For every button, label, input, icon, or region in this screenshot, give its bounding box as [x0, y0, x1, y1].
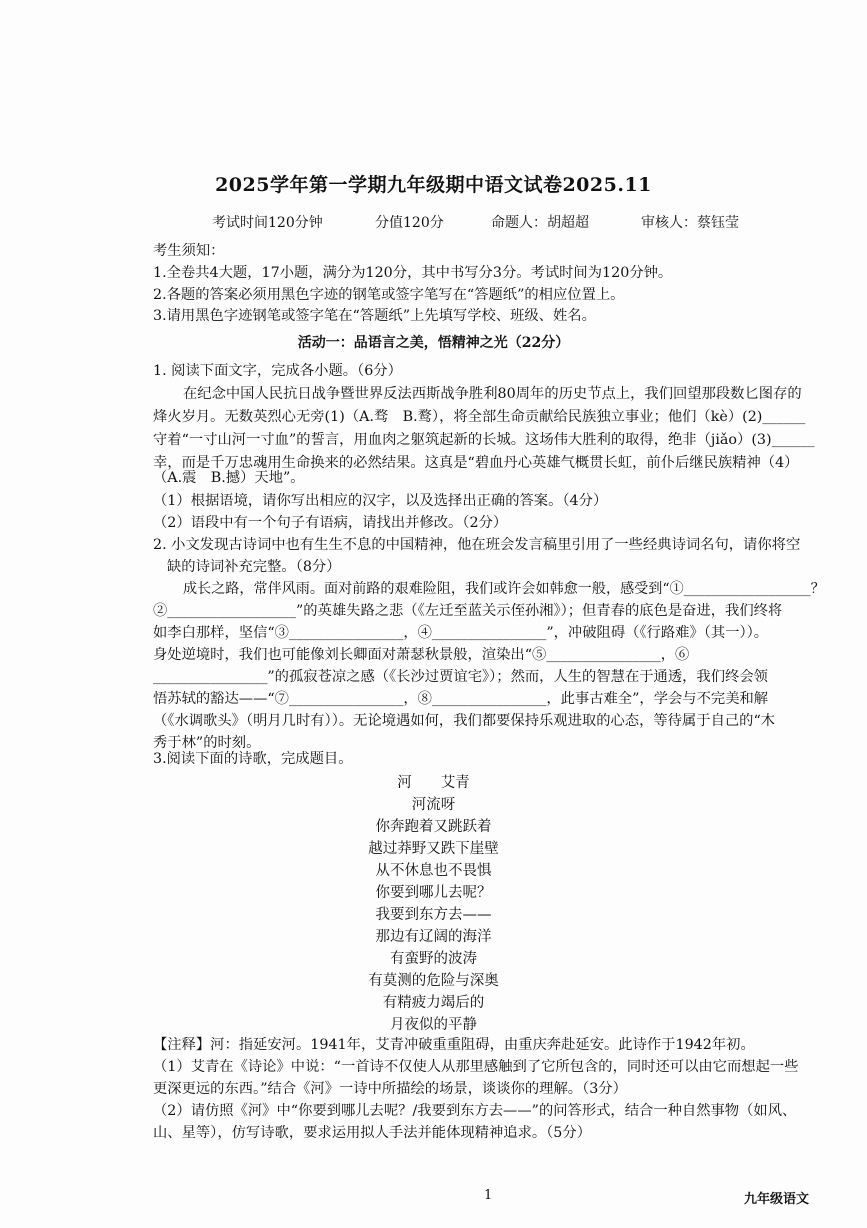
q2-stem: 2. 小文发现古诗词中也有生生不息的中国精神，他在班会发言稿里引用了一些经典诗词名句，请你将空 — [153, 537, 801, 553]
activity1-heading: 活动一：品语言之美，悟精神之光（22分） — [297, 335, 570, 351]
poem-line: 那边有辽阔的海洋 — [375, 929, 492, 945]
poem-line: 月夜似的平静 — [390, 1017, 477, 1033]
poem-line: 有蛮野的波涛 — [390, 951, 477, 967]
q1-passage-line: （A.震 B.撼）天地”。 — [153, 470, 305, 486]
q3-sub: （1）艾青在《诗论》中说：“一首诗不仅使人从那里感触到了它所包含的，同时还可以由它而想起一些 — [153, 1059, 799, 1075]
q2-passage-line: 如李白那样，坚信“③________________，④________________”，冲破阻碍（《行路难》（其一））。 — [153, 625, 769, 641]
poem-line: 你要到哪儿去呢？ — [375, 885, 492, 901]
footer-label: 九年级语文 — [744, 1192, 810, 1207]
q3-stem: 3.阅读下面的诗歌，完成题目。 — [153, 751, 353, 767]
q2-passage-line: 身处逆境时，我们也可能像刘长卿面对萧瑟秋景般，渲染出“⑤________________，⑥ — [153, 647, 690, 663]
q1-sub: （2）语段中有一个句子有语病，请找出并修改。（2分） — [153, 515, 508, 531]
q2-passage-line: ②__________________”的英雄失路之悲（《左迁至蓝关示侄孙湘》）；但青春的底色是奋进，我们终将 — [153, 603, 783, 619]
q1-passage-line: 幸，而是千万忠魂用生命换来的必然结果。这真是“碧血丹心英雄气概贯长虹，前仆后继民族精神（4） — [153, 455, 799, 471]
exam-score: 分值120分 — [375, 215, 444, 231]
q2-passage-line: 秀于林”的时刻。 — [153, 735, 261, 751]
poem-line: 你奔跑着又跳跃着 — [375, 819, 492, 835]
q1-passage-line: 守着“一寸山河一寸血”的誓言，用血肉之躯筑起新的长城。这场伟大胜利的取得，绝非（jiǎo）(3)______ — [153, 432, 815, 448]
poem-note: 【注释】河：指延安河。1941年，艾青冲破重重阻碍，由重庆奔赴延安。此诗作于1942年初。 — [153, 1037, 755, 1053]
q1-stem: 1. 阅读下面文字，完成各小题。（6分） — [153, 363, 402, 379]
poem-line: 越过莽野又跌下崖壁 — [368, 841, 499, 857]
poem-title: 河 艾青 — [397, 775, 470, 791]
q3-sub: （2）请仿照《河》中“你要到哪儿去呢？/我要到东方去——”的问答形式，结合一种自然事物（如风、 — [153, 1103, 797, 1119]
page-number: 1 — [484, 1188, 493, 1203]
q1-passage-line: 在纪念中国人民抗日战争暨世界反法西斯战争胜利80周年的历史节点上，我们回望那段数匕图存的 — [183, 386, 802, 402]
notice-item: 1.全卷共4大题，17小题，满分为120分，其中书写分3分。考试时间为120分钟。 — [153, 265, 673, 281]
exam-author: 命题人：胡超超 — [491, 215, 589, 231]
q1-sub: （1）根据语境，请你写出相应的汉字，以及选择出正确的答案。（4分） — [153, 493, 608, 509]
q2-passage-line: 悟苏轼的豁达——“⑦________________，⑧________________，此事古难全”，学会与不完美和解 — [153, 691, 769, 707]
poem-line: 有精疲力竭后的 — [382, 995, 485, 1011]
q1-passage-line: 烽火岁月。无数英烈心无旁(1)（A.骛 B.鹜），将全部生命贡献给民族独立事业；他们（kè）(2)______ — [153, 409, 806, 425]
q2-passage-line: （《水调歌头》（明月几时有））。无论境遇如何，我们都要保持乐观进取的心态，等待属于自己的“木 — [153, 713, 776, 729]
poem-line: 我要到东方去—— — [375, 907, 492, 923]
exam-reviewer: 审核人：蔡钰莹 — [641, 215, 739, 231]
q3-sub: 更深更远的东西。”结合《河》一诗中所描绘的场景，谈谈你的理解。（3分） — [153, 1081, 627, 1097]
poem-line: 河流呀 — [411, 797, 456, 813]
poem-line: 有莫测的危险与深奥 — [368, 973, 499, 989]
q2-passage-line: 成长之路，常伴风雨。面对前路的艰难险阻，我们或许会如韩愈一般，感受到“①__________________？ — [183, 581, 825, 597]
exam-time: 考试时间120分钟 — [212, 215, 323, 231]
notice-heading: 考生须知： — [153, 243, 225, 259]
exam-title: 2025学年第一学期九年级期中语文试卷2025.11 — [215, 174, 652, 196]
q2-passage-line: ________________”的孤寂苍凉之感（《长沙过贾谊宅》）；然而，人生的智慧在于通透，我们终会领 — [153, 669, 768, 685]
notice-item: 2.各题的答案必须用黑色字迹的钢笔或签字笔写在“答题纸”的相应位置上。 — [153, 287, 625, 303]
q2-stem-cont: 缺的诗词补充完整。（8分） — [167, 559, 341, 575]
poem-line: 从不休息也不畏惧 — [375, 863, 492, 879]
q3-sub: 山、星等），仿写诗歌，要求运用拟人手法并能体现精神追求。（5分） — [153, 1125, 591, 1141]
notice-item: 3.请用黑色字迹钢笔或签字笔在“答题纸”上先填写学校、班级、姓名。 — [153, 308, 596, 324]
